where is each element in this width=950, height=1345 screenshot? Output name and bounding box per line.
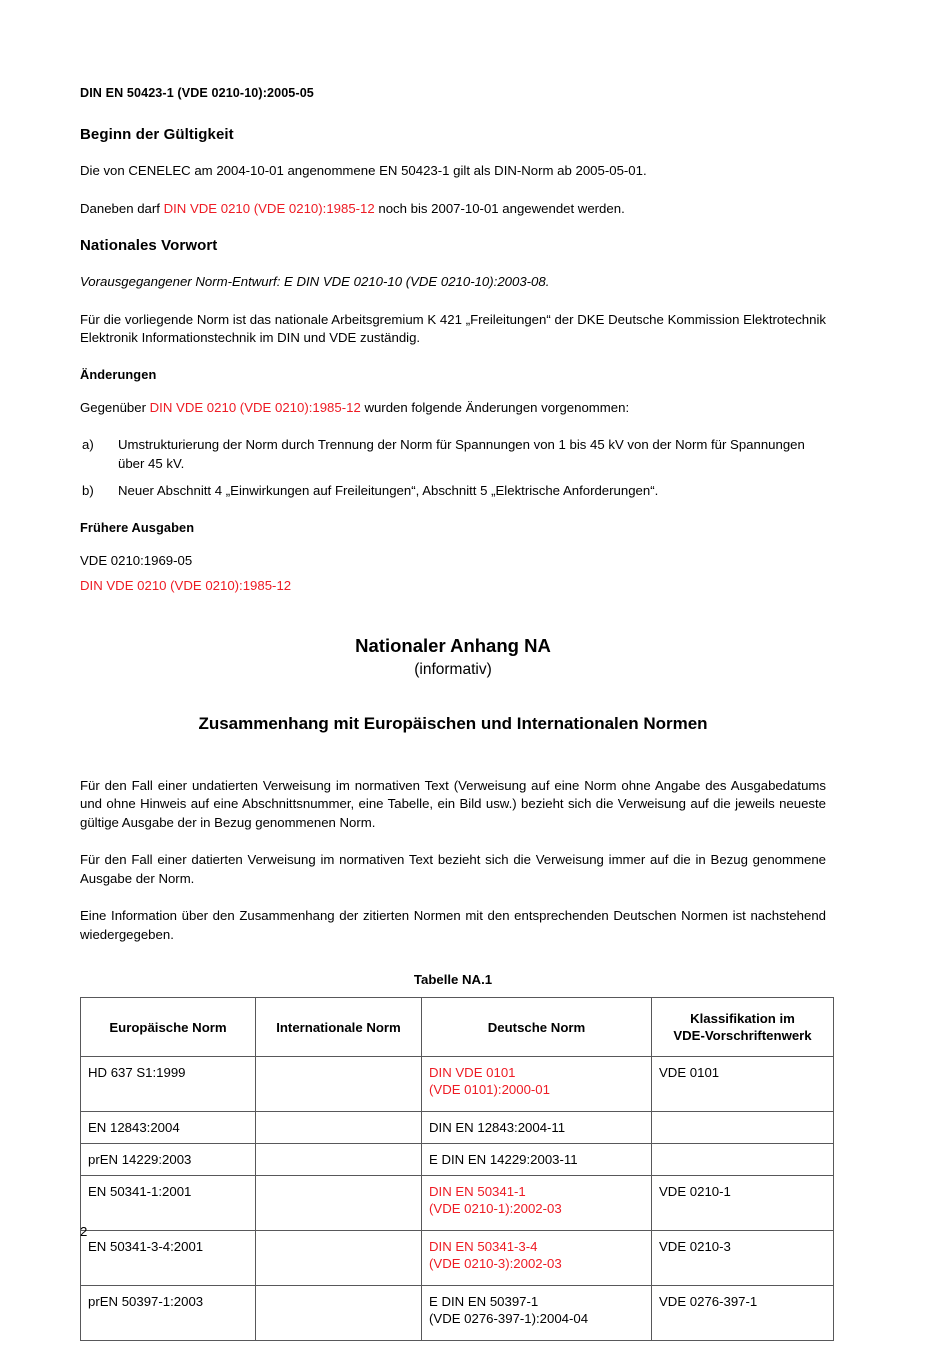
heading-fruehere-ausgaben: Frühere Ausgaben bbox=[80, 519, 195, 535]
cell-german-norm-line2: (VDE 0210-3):2002-03 bbox=[429, 1256, 562, 1271]
normative-reference-table bbox=[80, 997, 834, 1341]
cell-european-norm: prEN 50397-1:2003 bbox=[81, 1286, 256, 1341]
table-body bbox=[81, 1057, 834, 1341]
heading-beginn-der-gueltigkeit: Beginn der Gültigkeit bbox=[80, 126, 234, 143]
table-caption: Tabelle NA.1 bbox=[413, 972, 493, 987]
previous-edition-entry: VDE 0210:1969-05 bbox=[80, 552, 193, 568]
list-item bbox=[80, 482, 826, 501]
table-row bbox=[81, 1057, 834, 1112]
annex-body-paragraphs bbox=[80, 777, 826, 945]
table-row bbox=[81, 1231, 834, 1286]
cell-german-norm bbox=[422, 1112, 652, 1144]
page-number: 2 bbox=[80, 1224, 88, 1239]
standard-reference-link: DIN VDE 0210 (VDE 0210):1985-12 bbox=[149, 399, 361, 415]
cell-classification: VDE 0210-1 bbox=[652, 1176, 834, 1231]
cell-german-norm-line1: E DIN EN 50397-1 bbox=[429, 1294, 539, 1309]
changes-list bbox=[80, 436, 826, 501]
cell-german-norm bbox=[422, 1176, 652, 1231]
cell-international-norm bbox=[256, 1057, 422, 1112]
cell-classification bbox=[652, 1112, 834, 1144]
column-header-classification bbox=[652, 998, 834, 1057]
document-identifier: DIN EN 50423-1 (VDE 0210-10):2005-05 bbox=[80, 86, 314, 100]
column-header-german-norm: Deutsche Norm bbox=[422, 998, 652, 1057]
column-header-international-norm: Internationale Norm bbox=[256, 998, 422, 1057]
cell-european-norm: EN 12843:2004 bbox=[81, 1112, 256, 1144]
list-item-text: Neuer Abschnitt 4 „Einwirkungen auf Freileitungen“, Abschnitt 5 „Elektrische Anforderungen“. bbox=[118, 483, 659, 498]
cell-german-norm-line1: DIN VDE 0101 bbox=[429, 1065, 516, 1080]
previous-draft-note: Vorausgegangener Norm-Entwurf: E DIN VDE 0210-10 (VDE 0210-10):2003-08. bbox=[80, 274, 550, 289]
validity-paragraph-1: Die von CENELEC am 2004-10-01 angenommene EN 50423-1 gilt als DIN-Norm ab 2005-05-01. bbox=[80, 163, 647, 178]
list-item-text: Umstrukturierung der Norm durch Trennung der Norm für Spannungen von 1 bis 45 kV von der Norm für Spannungen über 45 kV. bbox=[118, 437, 805, 471]
cell-classification: VDE 0210-3 bbox=[652, 1231, 834, 1286]
cell-international-norm bbox=[256, 1112, 422, 1144]
table-row bbox=[81, 1144, 834, 1176]
committee-paragraph: Für die vorliegende Norm ist das nationale Arbeitsgremium K 421 „Freileitungen“ der DKE Deutsche Kommission Elektrotechnik Elektronik Informationstechnik im DIN und VDE zuständig. bbox=[80, 311, 826, 345]
cell-classification: VDE 0276-397-1 bbox=[652, 1286, 834, 1341]
cell-german-norm-line2: (VDE 0276-397-1):2004-04 bbox=[429, 1311, 589, 1326]
table-row bbox=[81, 1286, 834, 1341]
cell-german-norm-line2: (VDE 0210-1):2002-03 bbox=[429, 1201, 562, 1216]
annex-subtitle: (informativ) bbox=[414, 660, 492, 678]
cell-international-norm bbox=[256, 1231, 422, 1286]
annex-title: Nationaler Anhang NA bbox=[355, 634, 551, 656]
previous-edition-entry: DIN VDE 0210 (VDE 0210):1985-12 bbox=[80, 578, 292, 593]
cell-german-norm bbox=[422, 1057, 652, 1112]
cell-german-norm-line1: DIN EN 50341-3-4 bbox=[429, 1239, 538, 1254]
cell-international-norm bbox=[256, 1176, 422, 1231]
list-item-marker: a) bbox=[82, 437, 94, 452]
cell-german-norm-line1: DIN EN 50341-1 bbox=[429, 1184, 526, 1199]
standard-reference-link: DIN VDE 0210 (VDE 0210):1985-12 bbox=[163, 200, 375, 216]
list-item-marker: b) bbox=[82, 483, 94, 498]
page-content bbox=[80, 86, 826, 1341]
cell-german-norm bbox=[422, 1144, 652, 1176]
cell-german-norm bbox=[422, 1231, 652, 1286]
annex-paragraph-2: Für den Fall einer datierten Verweisung im normativen Text bezieht sich die Verweisung immer auf die in Bezug genommene Ausgabe der Norm. bbox=[80, 852, 826, 886]
annex-topic-title: Zusammenhang mit Europäischen und Internationalen Normen bbox=[198, 713, 708, 733]
cell-classification: VDE 0101 bbox=[652, 1057, 834, 1112]
heading-aenderungen: Änderungen bbox=[80, 366, 157, 382]
annex-title-block bbox=[80, 634, 826, 736]
cell-european-norm: prEN 14229:2003 bbox=[81, 1144, 256, 1176]
changes-intro-paragraph bbox=[80, 399, 826, 418]
cell-european-norm: EN 50341-3-4:2001 bbox=[81, 1231, 256, 1286]
table-header-row bbox=[81, 998, 834, 1057]
cell-international-norm bbox=[256, 1286, 422, 1341]
table-row bbox=[81, 1176, 834, 1231]
column-header-classification-line1: Klassifikation im bbox=[690, 1011, 795, 1026]
cell-german-norm-line1: E DIN EN 14229:2003-11 bbox=[429, 1152, 578, 1167]
cell-european-norm: EN 50341-1:2001 bbox=[81, 1176, 256, 1231]
heading-nationales-vorwort: Nationales Vorwort bbox=[80, 237, 218, 254]
cell-german-norm-line2: (VDE 0101):2000-01 bbox=[429, 1082, 550, 1097]
cell-international-norm bbox=[256, 1144, 422, 1176]
cell-european-norm: HD 637 S1:1999 bbox=[81, 1057, 256, 1112]
cell-classification bbox=[652, 1144, 834, 1176]
changes-intro-suffix: wurden folgende Änderungen vorgenommen: bbox=[360, 399, 630, 415]
changes-intro-prefix: Gegenüber bbox=[80, 399, 150, 415]
validity-para2-prefix: Daneben darf bbox=[80, 200, 164, 216]
annex-paragraph-3: Eine Information über den Zusammenhang der zitierten Normen mit den entsprechenden Deutschen Normen ist nachstehend wiedergegeben. bbox=[80, 908, 826, 942]
validity-para2-suffix: noch bis 2007-10-01 angewendet werden. bbox=[374, 200, 625, 216]
annex-paragraph-1: Für den Fall einer undatierten Verweisung im normativen Text (Verweisung auf eine Norm ohne Angabe des Ausgabedatums und ohne Hinweis auf eine Abschnittsnummer, eine Tabelle, ein Bild usw.) bezieht sich die Verweisung auf die jeweils neueste gültige Ausgabe der in Bezug genommenen Norm. bbox=[80, 777, 826, 830]
table-header bbox=[81, 998, 834, 1057]
cell-german-norm bbox=[422, 1286, 652, 1341]
column-header-classification-line2: VDE-Vorschriftenwerk bbox=[673, 1028, 812, 1043]
validity-paragraph-2 bbox=[80, 200, 826, 219]
cell-german-norm-line1: DIN EN 12843:2004-11 bbox=[429, 1120, 566, 1135]
list-item bbox=[80, 436, 826, 473]
table-row bbox=[81, 1112, 834, 1144]
column-header-european-norm: Europäische Norm bbox=[81, 998, 256, 1057]
